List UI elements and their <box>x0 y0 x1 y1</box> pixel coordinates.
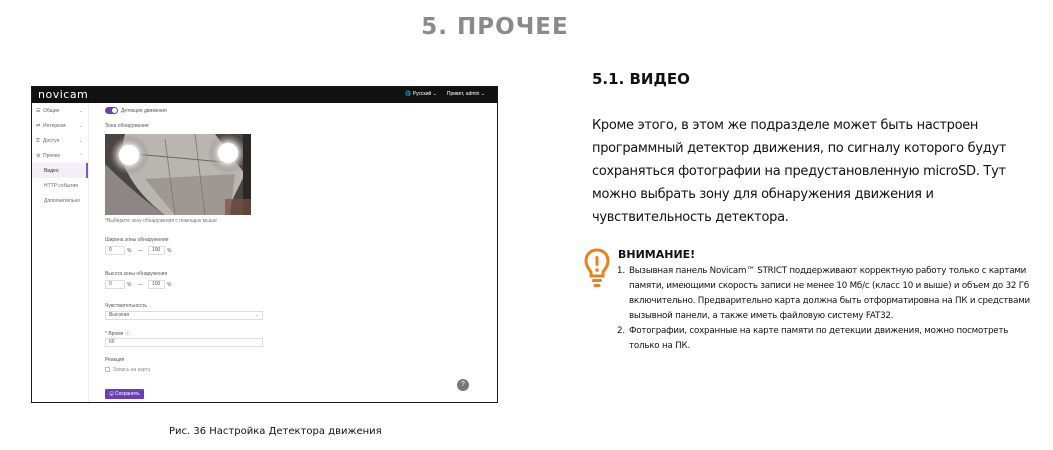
warning-item-number: 1. <box>617 266 625 276</box>
warning-item <box>617 324 1032 354</box>
list-icon: ☰ <box>36 107 41 114</box>
range-dash: — <box>138 282 143 288</box>
settings-content <box>105 103 497 402</box>
zone-hint: *Выберите зону обнаружения с помощью мыши <box>105 218 217 224</box>
sidebar-item-video[interactable] <box>32 163 88 178</box>
sidebar-item-intercom[interactable] <box>32 118 88 133</box>
sidebar-item-additional[interactable] <box>32 193 88 208</box>
width-to-input[interactable]: 100 <box>148 246 165 255</box>
warning-item-text: Вызывная панель Novicam™ STRICT поддерживают корректную работу только с картами памяти, имеющими скорость записи не менее 10 Мб/с (класс 10 и выше) и объем до 32 Гб включительно. Предварительно карта должна быть отформатировна на ПК и средствами вызывной панели, а также иметь файловую систему FAT32. <box>629 266 1030 321</box>
intercom-icon: ⇄ <box>36 122 41 129</box>
reaction-label: Реакция <box>105 357 125 363</box>
chevron-down-icon: ⌄ <box>78 107 83 114</box>
percent-unit: % <box>167 282 172 288</box>
motion-detection-toggle[interactable] <box>105 107 118 114</box>
subsection-heading: 5.1. ВИДЕО <box>592 70 690 88</box>
sidebar-item-label: Интерком <box>43 122 66 129</box>
height-from-input[interactable]: 0 <box>105 280 125 289</box>
percent-unit: % <box>167 248 172 254</box>
time-label: * Время ⓘ <box>105 331 130 337</box>
sensitivity-select[interactable] <box>105 311 263 320</box>
height-label: Высота зоны обнаружения <box>105 271 168 277</box>
lightbulb-warning-icon <box>584 248 610 290</box>
gear-icon: ⚙ <box>36 152 41 159</box>
camera-preview[interactable] <box>105 134 251 215</box>
warning-title: ВНИМАНИЕ! <box>618 248 696 261</box>
sidebar-item-label: Дополнительно <box>44 197 80 204</box>
body-paragraph: Кроме этого, в этом же подразделе может быть настроен программный детектор движения, по сигналу которого будут сохраняться фотографии на предустановленную microSD. Тут можно выбрать зону для обнаружения движения и чувствительность детектора. <box>592 118 1007 225</box>
camera-frame-image <box>105 134 251 215</box>
sensitivity-label: Чувствительность <box>105 303 147 309</box>
record-label: Запись на карту <box>113 367 151 373</box>
warning-item <box>617 264 1032 324</box>
width-from-input[interactable]: 0 <box>105 246 125 255</box>
zone-label: Зона обнаружения <box>105 123 149 129</box>
language-selector[interactable]: 🌐 Русский ⌄ <box>405 91 437 97</box>
motion-detection-label: Детекция движения <box>121 107 167 114</box>
sidebar-item-label: Общие <box>43 107 60 114</box>
record-checkbox[interactable] <box>105 367 110 372</box>
sidebar-item-label: Прочее <box>43 152 61 159</box>
section-title: 5. ПРОЧЕЕ <box>421 14 569 40</box>
save-button[interactable]: 🖫 Сохранить <box>105 389 144 399</box>
language-label: Русский <box>412 91 432 97</box>
sidebar-item-access[interactable] <box>32 133 88 148</box>
chevron-down-icon: ⌄ <box>254 312 259 318</box>
sidebar-item-http-events[interactable] <box>32 178 88 193</box>
chevron-down-icon: ⌄ <box>78 122 83 129</box>
sidebar-item-general[interactable] <box>32 103 88 118</box>
chevron-down-icon: ⌄ <box>78 137 83 144</box>
width-label: Ширина зоны обнаружения <box>105 237 169 243</box>
web-interface-screenshot <box>31 86 498 403</box>
sensitivity-value: Высокая <box>109 312 130 318</box>
sidebar-item-label: Доступ <box>43 137 60 144</box>
percent-unit: % <box>127 282 132 288</box>
range-dash: — <box>138 248 143 254</box>
sidebar-item-label: Видео <box>44 167 59 174</box>
novicam-logo: novicam <box>38 88 89 101</box>
sidebar-item-label: HTTP события <box>44 182 78 189</box>
warning-item-text: Фотографии, сохранные на карте памяти по детекции движения, можно посмотреть только на ПК. <box>629 326 1009 351</box>
key-icon: ⚿ <box>36 137 40 144</box>
sidebar-item-other[interactable] <box>32 148 88 163</box>
record-row <box>105 367 150 373</box>
motion-detection-row <box>105 107 167 114</box>
user-menu[interactable]: Привет, admin ⌄ <box>446 91 485 97</box>
height-to-input[interactable]: 100 <box>148 280 165 289</box>
warning-list <box>617 264 1032 354</box>
help-button[interactable]: ? <box>457 379 469 391</box>
figure-caption: Рис. 36 Настройка Детектора движения <box>169 426 382 437</box>
percent-unit: % <box>127 248 132 254</box>
time-input[interactable]: 60 <box>105 338 263 347</box>
user-label: Привет, admin <box>446 91 480 97</box>
top-bar <box>32 87 497 103</box>
sidebar <box>32 103 89 402</box>
chevron-up-icon: ⌃ <box>78 152 83 159</box>
warning-item-number: 2. <box>617 326 625 336</box>
